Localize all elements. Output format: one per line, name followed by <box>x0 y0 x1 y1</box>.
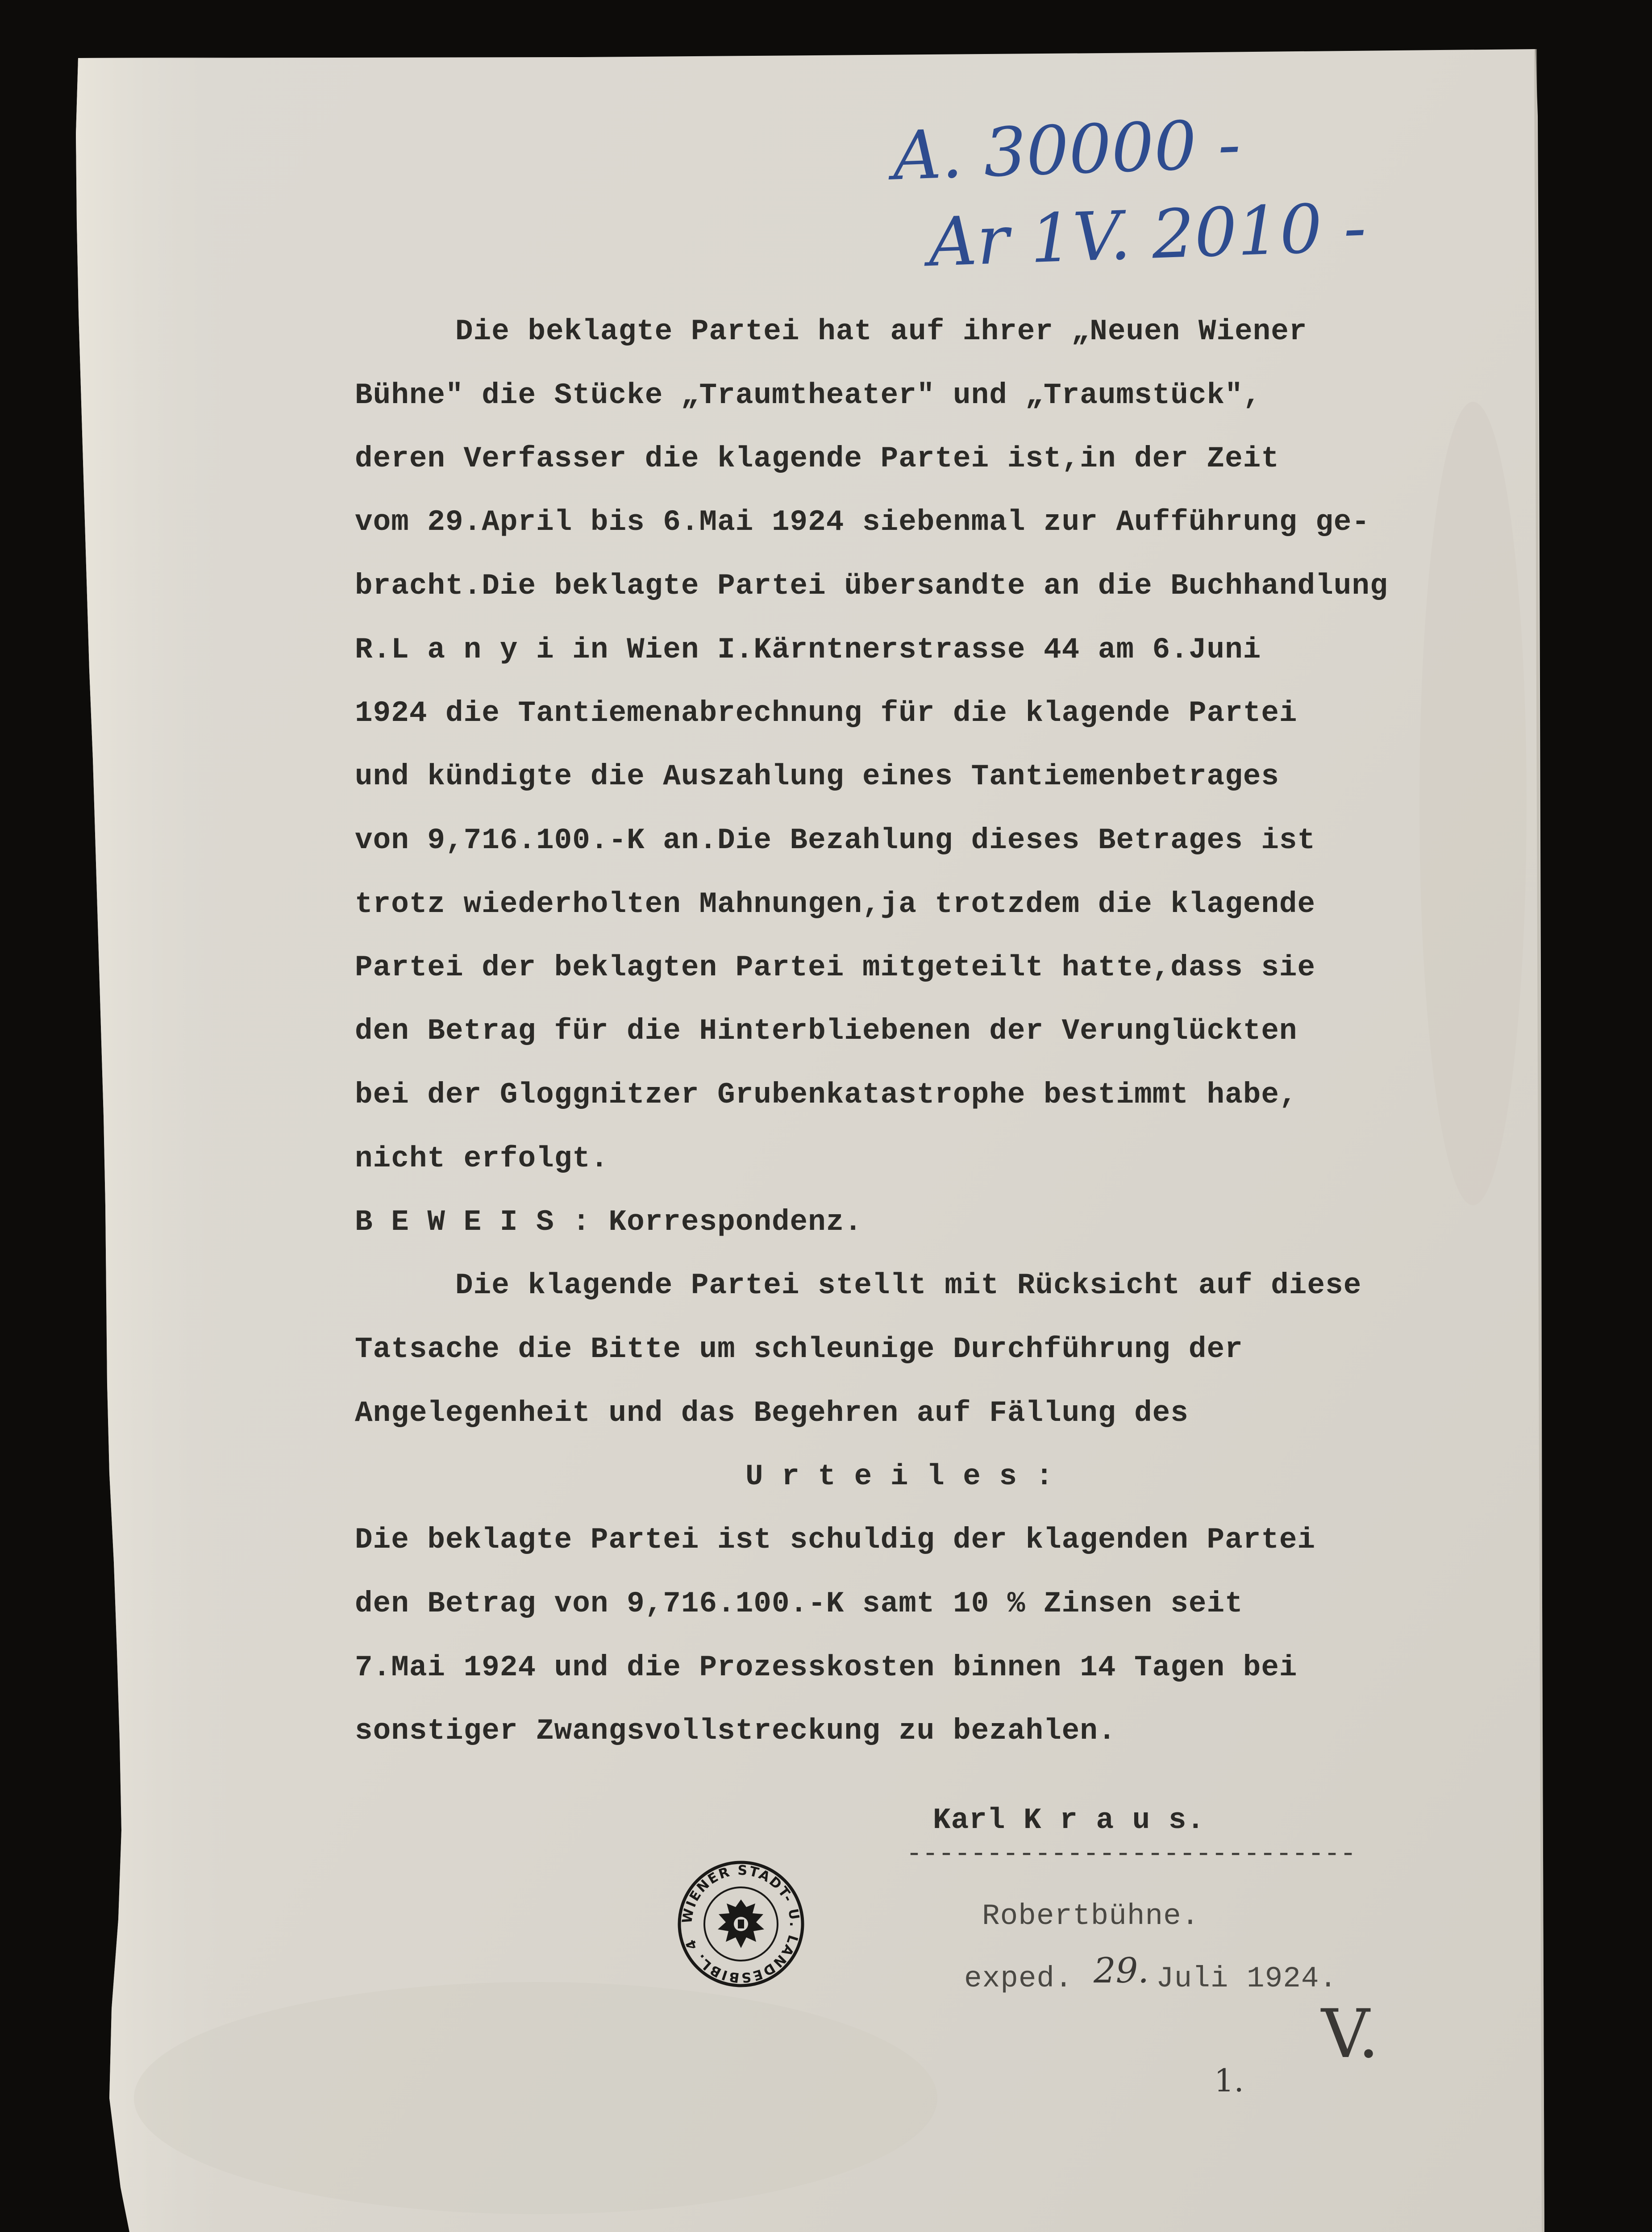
text-line: bracht.Die beklagte Partei übersandte an die Buchhandlung <box>355 569 1388 603</box>
eagle-emblem <box>718 1899 764 1948</box>
pencil-initial-mark: V. <box>1321 1995 1379 2073</box>
pencil-small-mark: 1. <box>1214 2062 1244 2099</box>
text-line: sonstiger Zwangsvollstreckung zu bezahlen. <box>355 1714 1116 1748</box>
text-line: Bühne" die Stücke „Traumtheater" und „Traumstück", <box>355 379 1261 412</box>
library-stamp <box>674 1857 808 1991</box>
text-line: und kündigte die Auszahlung eines Tantiemenbetrages <box>355 760 1279 793</box>
text-line: Die beklagte Partei ist schuldig der klagenden Partei <box>355 1523 1316 1557</box>
paper-stain <box>134 1982 937 2214</box>
signature-name: Karl K r a u s. <box>933 1803 1205 1837</box>
expedited-prefix: exped. <box>964 1962 1073 1995</box>
text-line: R.L a n y i in Wien I.Kärntnerstrasse 44 am 6.Juni <box>355 633 1261 666</box>
text-line: Partei der beklagten Partei mitgeteilt hatte,dass sie <box>355 951 1316 984</box>
text-line: 7.Mai 1924 und die Prozesskosten binnen 14 Tagen bei <box>355 1651 1298 1684</box>
judgment-heading: U r t e i l e s : <box>745 1460 1054 1493</box>
text-line: 1924 die Tantiemenabrechnung für die klagende Partei <box>355 696 1298 730</box>
addressee: Robertbühne. <box>982 1899 1200 1933</box>
text-line: vom 29.April bis 6.Mai 1924 siebenmal zur Aufführung ge- <box>355 505 1370 539</box>
evidence-line: B E W E I S : Korrespondenz. <box>355 1205 862 1239</box>
paper-body <box>76 49 1544 2232</box>
expedited-day: 29. <box>1094 1951 1149 1991</box>
text-line: nicht erfolgt. <box>355 1142 609 1175</box>
handwritten-note-line2: Ar 1V. 2010 - <box>927 188 1368 282</box>
text-line: Die beklagte Partei hat auf ihrer „Neuen Wiener <box>455 315 1307 348</box>
text-line: von 9,716.100.-K an.Die Bezahlung dieses Betrages ist <box>355 824 1316 857</box>
signature-rule: ---------------------------- <box>906 1839 1357 1870</box>
text-line: deren Verfasser die klagende Partei ist,in der Zeit <box>355 442 1279 475</box>
expedited-suffix: Juli 1924. <box>1156 1962 1338 1995</box>
text-line: den Betrag für die Hinterbliebenen der Verunglückten <box>355 1014 1298 1048</box>
stamp-text: WIENER STADT- U. LANDESBIBL. 4 <box>679 1862 803 1986</box>
text-line: trotz wiederholten Mahnungen,ja trotzdem die klagende <box>355 887 1316 921</box>
text-line: bei der Gloggnitzer Grubenkatastrophe bestimmt habe, <box>355 1078 1298 1112</box>
text-line: Angelegenheit und das Begehren auf Fällung des <box>355 1396 1189 1430</box>
text-line: den Betrag von 9,716.100.-K samt 10 % Zinsen seit <box>355 1587 1243 1620</box>
paper-left-margin <box>76 57 232 2232</box>
handwritten-note-line1: A. 30000 - <box>891 105 1242 196</box>
text-line: Tatsache die Bitte um schleunige Durchführung der <box>355 1333 1243 1366</box>
paper-edge-shadow <box>1419 402 1527 1205</box>
text-line: Die klagende Partei stellt mit Rücksicht auf diese <box>455 1269 1362 1302</box>
